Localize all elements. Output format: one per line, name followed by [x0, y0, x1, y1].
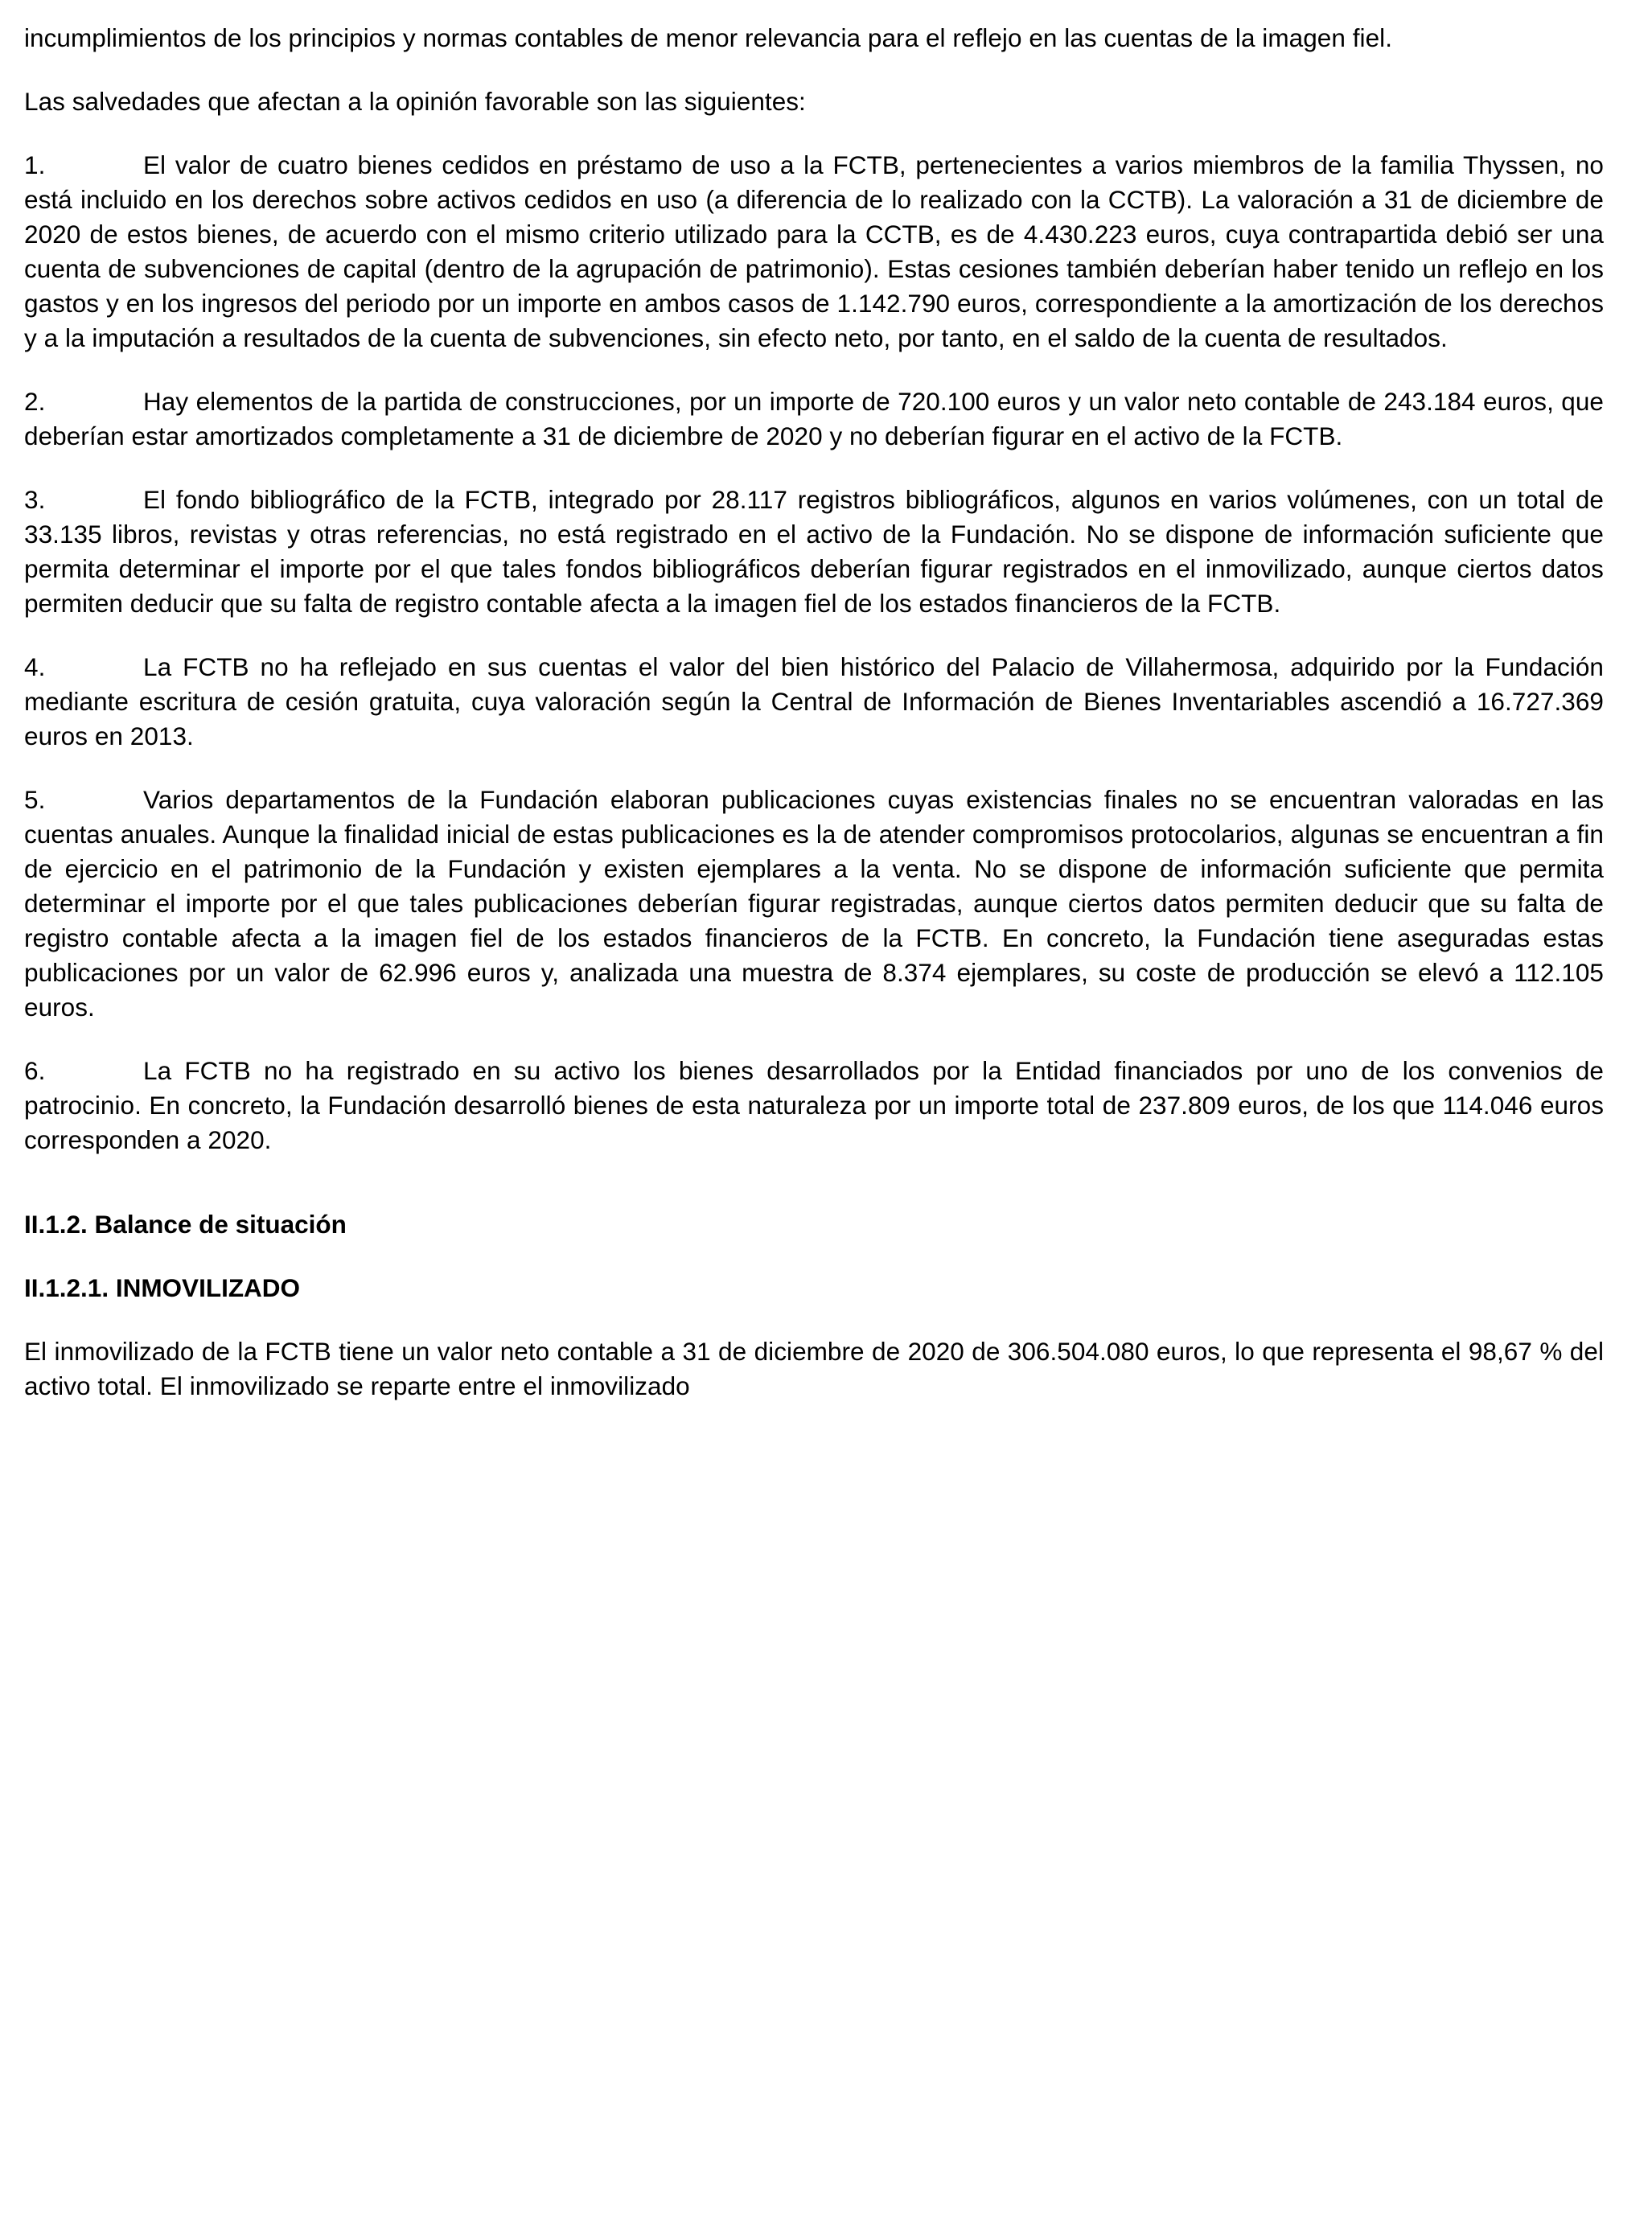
- list-item-4: [24, 650, 1604, 754]
- list-item-4-number: 4.: [24, 652, 46, 681]
- list-item-5: [24, 783, 1604, 1025]
- list-item-1-text: El valor de cuatro bienes cedidos en préstamo de uso a la FCTB, pertenecientes a varios miembros de la familia Thyssen, no está incluido en los derechos sobre activos cedidos en uso (a diferencia de lo realizado con la CCTB). La valoración a 31 de diciembre de 2020 de estos bienes, de acuerdo con el mismo criterio utilizado para la CCTB, es de 4.430.223 euros, cuya contrapartida debió ser una cuenta de subvenciones de capital (dentro de la agrupación de patrimonio). Estas cesiones también deberían haber tenido un reflejo en los gastos y en los ingresos del periodo por un importe en ambos casos de 1.142.790 euros, correspondiente a la amortización de los derechos y a la imputación a resultados de la cuenta de subvenciones, sin efecto neto, por tanto, en el saldo de la cuenta de resultados.: [24, 150, 1604, 352]
- list-item-2-number: 2.: [24, 386, 46, 416]
- section-heading: II.1.2. Balance de situación: [24, 1209, 347, 1239]
- list-item-6-number: 6.: [24, 1055, 46, 1085]
- list-item-6: [24, 1054, 1604, 1157]
- list-item-2: [24, 384, 1604, 454]
- paragraph-intro-continued: incumplimientos de los principios y normas contables de menor relevancia para el reflejo en las cuentas de la imagen fiel.: [24, 23, 1392, 52]
- list-item-1: [24, 148, 1604, 356]
- list-item-5-text: Varios departamentos de la Fundación elaboran publicaciones cuyas existencias finales no se encuentran valoradas en las cuentas anuales. Aunque la finalidad inicial de estas publicaciones es la de atender compromisos protocolarios, algunas se encuentran a fin de ejercicio en el patrimonio de la Fundación y existen ejemplares a la venta. No se dispone de información suficiente que permita determinar el importe por el que tales publicaciones deberían figurar registradas, aunque ciertos datos permiten deducir que su falta de registro contable afecta a la imagen fiel de los estados financieros de la FCTB. En concreto, la Fundación tiene aseguradas estas publicaciones por un valor de 62.996 euros y, analizada una muestra de 8.374 ejemplares, su coste de producción se elevó a 112.105 euros.: [24, 784, 1604, 1022]
- list-item-1-number: 1.: [24, 150, 46, 179]
- paragraph-lead-in: Las salvedades que afectan a la opinión favorable son las siguientes:: [24, 86, 806, 116]
- list-item-4-text: La FCTB no ha reflejado en sus cuentas el valor del bien histórico del Palacio de Villahermosa, adquirido por la Fundación mediante escritura de cesión gratuita, cuya valoración según la Central de Información de Bienes Inventariables ascendió a 16.727.369 euros en 2013.: [24, 652, 1604, 750]
- list-item-3-text: El fondo bibliográfico de la FCTB, integrado por 28.117 registros bibliográficos, algunos en varios volúmenes, con un total de 33.135 libros, revistas y otras referencias, no está registrado en el activo de la Fundación. No se dispone de información suficiente que permita determinar el importe por el que tales fondos bibliográficos deberían figurar registrados en el inmovilizado, aunque ciertos datos permiten deducir que su falta de registro contable afecta a la imagen fiel de los estados financieros de la FCTB.: [24, 484, 1604, 618]
- subsection-heading: II.1.2.1. INMOVILIZADO: [24, 1272, 301, 1302]
- section-spacer: [24, 1186, 1604, 1207]
- list-item-3: [24, 483, 1604, 621]
- paragraph-closing: El inmovilizado de la FCTB tiene un valor neto contable a 31 de diciembre de 2020 de 306.504.080 euros, lo que representa el 98,67 % del activo total. El inmovilizado se reparte entre el inmovilizado: [24, 1336, 1604, 1400]
- list-item-6-text: La FCTB no ha registrado en su activo los bienes desarrollados por la Entidad financiados por uno de los convenios de patrocinio. En concreto, la Fundación desarrolló bienes de esta naturaleza por un importe total de 237.809 euros, de los que 114.046 euros corresponden a 2020.: [24, 1055, 1604, 1154]
- list-item-5-number: 5.: [24, 784, 46, 814]
- list-item-3-number: 3.: [24, 484, 46, 514]
- list-item-2-text: Hay elementos de la partida de construcciones, por un importe de 720.100 euros y un valor neto contable de 243.184 euros, que deberían estar amortizados completamente a 31 de diciembre de 2020 y no deberían figurar en el activo de la FCTB.: [24, 386, 1604, 450]
